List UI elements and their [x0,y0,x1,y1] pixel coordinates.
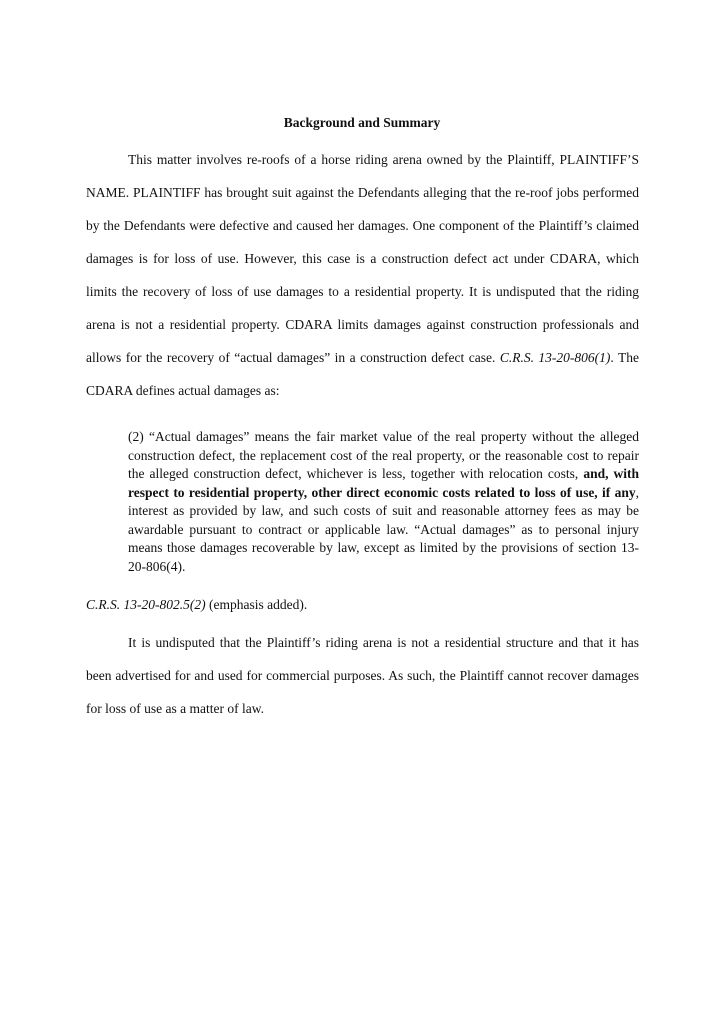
block-quote [128,428,639,576]
block-quote-text-end: , interest as provided by law, and such costs of suit and reasonable attorney fees as may be awardable pursuant to contract or applicable law. “Actual damages” as to personal injury means those damages recoverable by law, except as limited by the provisions of section 13-20-806(4). [128,484,639,574]
block-quote-emphasis: and, with respect to residential property, other direct economic costs related to loss of use, if any [128,466,640,500]
body-paragraph-2: It is undisputed that the Plaintiff’s riding arena is not a residential structure and that it has been advertised for and used for commercial purposes. As such, the Plaintiff cannot recover damages for loss of use as a matter of law. [86,635,639,716]
statute-citation: C.R.S. 13-20-806(1) [499,350,611,365]
quote-citation [86,596,639,614]
section-heading: Background and Summary [283,115,441,130]
quote-citation-note: (emphasis added). [205,597,308,612]
block-quote-text: (2) “Actual damages” means the fair market value of the real property without the alleged construction defect, the replacement cost of the real property, or the reasonable cost to repair the alleged construction defect, whichever is less, together with relocation costs, [128,429,639,481]
body-paragraph-1 [86,143,639,407]
paragraph-1-text-end: . The CDARA defines actual damages as: [86,350,639,398]
paragraph-1-text: This matter involves re-roofs of a horse riding arena owned by the Plaintiff, PLAINTIFF’S NAME. PLAINTIFF has brought suit against the Defendants alleging that the re-roof jobs performed by the Defendants were defective and caused her damages. One component of the Plaintiff’s claimed damages is for loss of use. However, this case is a construction defect act under CDARA, which limits the recovery of loss of use damages to a residential property. It is undisputed that the riding arena is not a residential property. CDARA limits damages against construction professionals and allows for the recovery of “actual damages” in a construction defect case. [86,152,639,365]
quote-citation-statute: C.R.S. 13-20-802.5(2) [86,597,206,612]
